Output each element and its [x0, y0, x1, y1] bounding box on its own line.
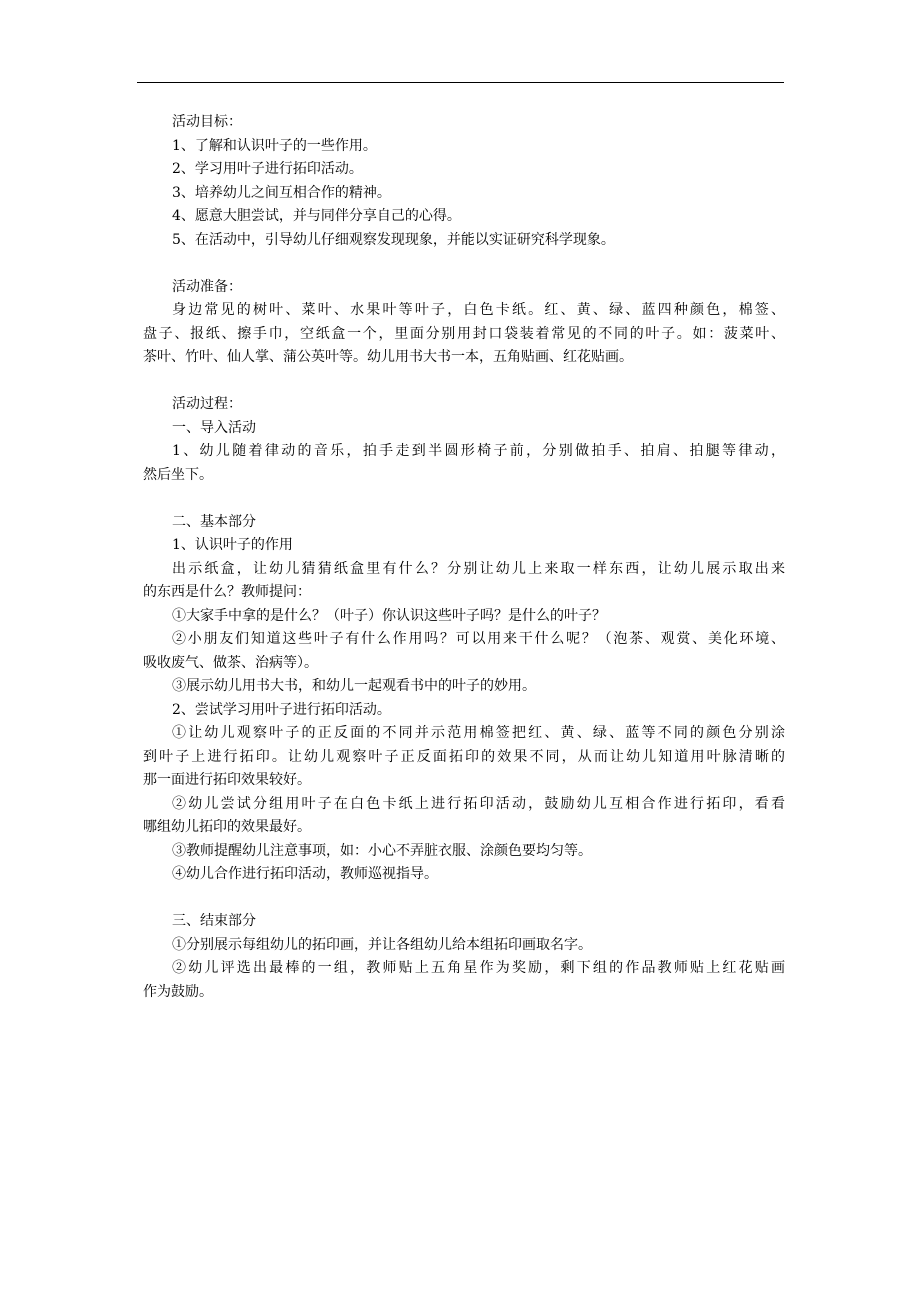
- preparation-line: 茶叶、竹叶、仙人掌、蒲公英叶等。幼儿用书大书一本，五角贴画、红花贴画。: [143, 349, 633, 365]
- part2-sub1-line: ①大家手中拿的是什么？（叶子）你认识这些叶子吗？是什么的叶子？: [172, 607, 606, 624]
- part1-line: 然后坐下。: [143, 466, 213, 483]
- part2-sub2-line: ②幼儿尝试分组用叶子在白色卡纸上进行拓印活动，鼓励幼儿互相合作进行拓印，看看: [172, 795, 785, 812]
- document-body: [143, 111, 785, 1004]
- part2-sub2-title: 2、尝试学习用叶子进行拓印活动。: [172, 701, 391, 718]
- preparation-line: 盘子、报纸、擦手巾，空纸盒一个，里面分别用封口袋装着常见的不同的叶子。如：菠菜叶、: [143, 325, 785, 342]
- part2-sub1-line: ③展示幼儿用书大书，和幼儿一起观看书中的叶子的妙用。: [172, 678, 536, 694]
- part2-sub1-line: 吸收废气、做茶、治病等）。: [143, 654, 318, 671]
- goal-item: 1、了解和认识叶子的一些作用。: [172, 137, 377, 154]
- part2-sub1-line: 出示纸盒，让幼儿猜猜纸盒里有什么？分别让幼儿上来取一样东西，让幼儿展示取出来: [172, 560, 785, 577]
- part2-sub2-line: ③教师提醒幼儿注意事项，如：小心不弄脏衣服、涂颜色要均匀等。: [172, 842, 592, 859]
- part3-line: ①分别展示每组幼儿的拓印画，并让各组幼儿给本组拓印画取名字。: [172, 936, 592, 953]
- part3-line: 作为鼓励。: [143, 983, 213, 1000]
- goal-item: 4、愿意大胆尝试，并与同伴分享自己的心得。: [172, 208, 461, 224]
- part3-line: ②幼儿评选出最棒的一组，教师贴上五角星作为奖励，剩下组的作品教师贴上红花贴画: [172, 960, 785, 976]
- part2-sub2-line: 那一面进行拓印效果较好。: [143, 772, 311, 788]
- preparation-heading: 活动准备：: [172, 278, 242, 295]
- part2-sub1-title: 1、认识叶子的作用: [172, 537, 293, 553]
- part1-line: 1、幼儿随着律动的音乐，拍手走到半圆形椅子前，分别做拍手、拍肩、拍腿等律动，: [172, 443, 785, 459]
- preparation-line: 身边常见的树叶、菜叶、水果叶等叶子，白色卡纸。红、黄、绿、蓝四种颜色，棉签、: [172, 302, 785, 318]
- goals-heading: 活动目标：: [172, 114, 242, 130]
- spacer: [143, 252, 785, 276]
- header-rule: [137, 82, 784, 83]
- part2-sub2-line: 哪组幼儿拓印的效果最好。: [143, 819, 311, 835]
- process-heading: 活动过程：: [172, 396, 242, 412]
- part2-sub1-line: ②小朋友们知道这些叶子有什么作用吗？可以用来干什么呢？（泡茶、观赏、美化环境、: [172, 631, 785, 647]
- part3-title: 三、结束部分: [172, 913, 256, 929]
- part2-sub2-line: ④幼儿合作进行拓印活动，教师巡视指导。: [172, 866, 438, 882]
- goal-item: 2、学习用叶子进行拓印活动。: [172, 161, 363, 177]
- spacer: [143, 887, 785, 911]
- part2-sub1-line: 的东西是什么？教师提问：: [143, 584, 311, 600]
- part2-sub2-line: 到叶子上进行拓印。让幼儿观察叶子正反面拓印的效果不同，从而让幼儿知道用叶脉清晰的: [143, 748, 785, 765]
- goal-item: 3、培养幼儿之间互相合作的精神。: [172, 184, 391, 201]
- part1-title: 一、导入活动: [172, 419, 256, 436]
- goal-item: 5、在活动中，引导幼儿仔细观察发现现象，并能以实证研究科学现象。: [172, 231, 615, 248]
- spacer: [143, 487, 785, 511]
- part2-sub2-line: ①让幼儿观察叶子的正反面的不同并示范用棉签把红、黄、绿、蓝等不同的颜色分别涂: [172, 725, 785, 741]
- part2-title: 二、基本部分: [172, 513, 256, 530]
- spacer: [143, 370, 785, 394]
